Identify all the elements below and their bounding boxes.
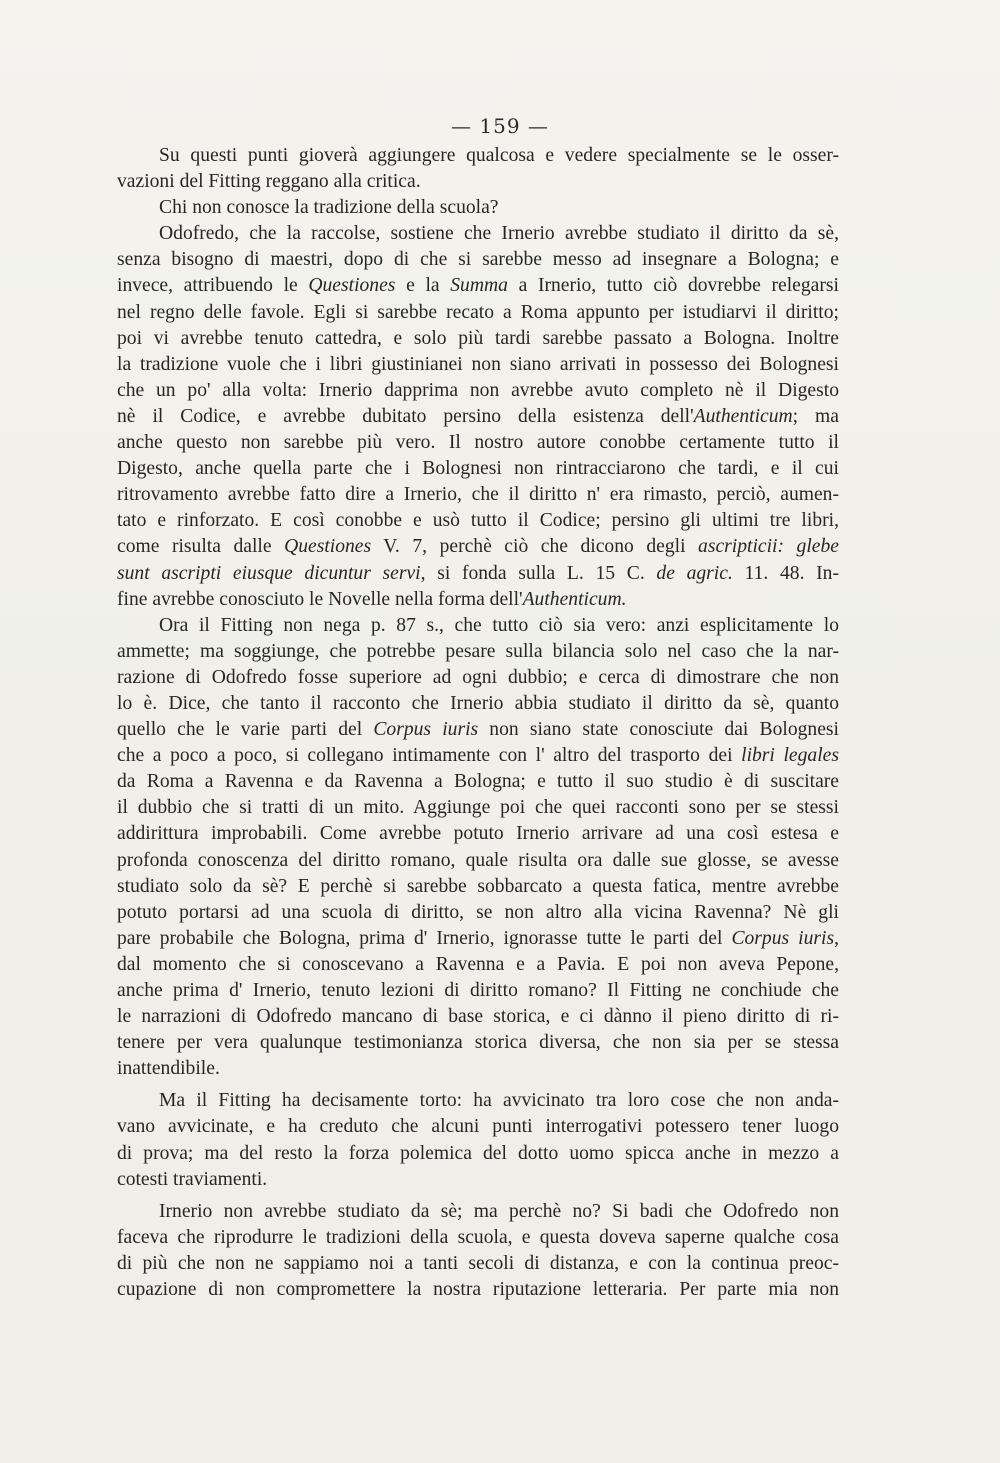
text-segment: addirittura improbabili. Come avrebbe potuto Irnerio arrivare ad una così estesa e: [117, 823, 839, 845]
text-line: [117, 639, 839, 665]
page-number: — 159 —: [451, 114, 549, 138]
text-line: [117, 926, 839, 952]
text-line: [117, 1141, 839, 1167]
text-segment: ritrovamento avrebbe fatto dire a Irnerio, che il diritto n' era rimasto, perciò, aumen-: [117, 484, 839, 506]
text-segment: pare probabile che Bologna, prima d' Irnerio, ignorasse tutte le parti del: [117, 927, 732, 949]
text-line: [117, 691, 839, 717]
text-line: [117, 795, 839, 821]
text-line: [117, 848, 839, 874]
text-segment: di più che non ne sappiamo noi a tanti secoli di distanza, e con la continua preoc-: [117, 1252, 839, 1274]
italic-text: libri legales: [741, 745, 839, 767]
text-segment: cotesti traviamenti.: [117, 1168, 268, 1190]
italic-text: Questiones: [284, 536, 372, 558]
text-line: [117, 1056, 839, 1082]
text-segment: tato e rinforzato. E così conobbe e usò tutto il Codice; persino gli ultimi tre libri,: [117, 510, 839, 532]
text-segment: a Irnerio, tutto ciò dovrebbe relegarsi: [507, 275, 839, 297]
text-segment: fine avrebbe conosciuto le Novelle nella forma dell': [117, 588, 523, 610]
text-segment: Odofredo, che la raccolse, sostiene che Irnerio avrebbe studiato il diritto da sè,: [159, 223, 839, 245]
text-segment: nel regno delle favole. Egli si sarebbe recato a Roma appunto per istudiarvi il diritto;: [117, 301, 839, 323]
text-line: [117, 874, 839, 900]
text-segment: anche prima d' Irnerio, tenuto lezioni di diritto romano? Il Fitting ne conchiude che: [117, 980, 839, 1001]
text-line: [117, 195, 839, 221]
text-line: [117, 1088, 839, 1114]
italic-text: Corpus iuris: [731, 927, 835, 949]
text-line: [117, 1277, 839, 1303]
text-segment: ,: [834, 927, 839, 949]
italic-text: sunt ascripti eiusque dicuntur servi: [117, 562, 421, 584]
text-segment: potuto portarsi ad una scuola di diritto, se non altro alla vicina Ravenna? Nè gli: [117, 901, 839, 923]
text-line: [117, 587, 839, 613]
text-segment: Digesto, anche quella parte che i Bolognesi non rintracciarono che tardi, e il cui: [117, 458, 839, 480]
text-segment: ammette; ma soggiunge, che potrebbe pesare sulla bilancia solo nel caso che la nar-: [117, 640, 839, 662]
italic-text: Questiones: [308, 275, 396, 297]
italic-text: Corpus iuris: [373, 719, 479, 741]
text-line: [117, 613, 839, 639]
italic-text: Authenticum: [693, 405, 793, 427]
text-segment: le narrazioni di Odofredo mancano di base storica, e ci dànno il pieno diritto di ri-: [117, 1006, 839, 1028]
text-segment: vano avvicinate, e ha creduto che alcuni punti interrogativi potessero tener luogo: [117, 1116, 839, 1138]
text-segment: senza bisogno di maestri, dopo di che si sarebbe messo ad insegnare a Bologna; e: [117, 249, 839, 271]
text-segment: nè il Codice, e avrebbe dubitato persino della esistenza dell': [117, 405, 694, 427]
text-segment: di prova; ma del resto la forza polemica del dotto uomo spicca anche in mezzo a: [117, 1142, 839, 1164]
text-segment: , si fonda sulla L. 15 C.: [420, 562, 657, 584]
text-line: [117, 717, 839, 743]
text-line: [117, 1251, 839, 1277]
text-line: [117, 1030, 839, 1056]
text-segment: razione di Odofredo fosse superiore ad ogni dubbio; e cerca di dimostrare che non: [117, 666, 839, 688]
italic-text: Authenticum.: [522, 588, 627, 610]
text-segment: che un po' alla volta: Irnerio dapprima non avrebbe avuto completo nè il Digesto: [117, 379, 839, 401]
text-segment: Su questi punti gioverà aggiungere qualcosa e vedere specialmente se le osser-: [159, 145, 839, 166]
text-line: [117, 1199, 839, 1225]
text-segment: tenere per vera qualunque testimonianza storica diversa, che non sia per se stessa: [117, 1032, 839, 1054]
text-segment: 11. 48. In-: [732, 562, 839, 584]
text-line: [117, 665, 839, 691]
text-segment: come risulta dalle: [117, 536, 285, 558]
text-line: [117, 273, 839, 299]
text-segment: Chi non conosce la tradizione della scuola?: [159, 197, 499, 219]
text-line: [117, 326, 839, 352]
text-segment: Ora il Fitting non nega p. 87 s., che tutto ciò sia vero: anzi esplicitamente lo: [159, 614, 839, 636]
text-segment: lo è. Dice, che tanto il racconto che Irnerio abbia studiato il diritto da sè, quanto: [117, 692, 839, 714]
text-segment: e la: [395, 275, 451, 297]
text-segment: poi vi avrebbe tenuto cattedra, e solo più tardi sarebbe passato a Bologna. Inoltre: [117, 327, 839, 349]
body-text: [117, 143, 839, 1303]
text-line: [117, 978, 839, 1004]
text-line: [117, 352, 839, 378]
text-segment: cupazione di non compromettere la nostra riputazione letteraria. Per parte mia non: [117, 1279, 839, 1301]
text-segment: vazioni del Fitting reggano alla critica.: [117, 171, 421, 193]
text-line: [117, 221, 839, 247]
italic-text: ascripticii: glebe: [698, 536, 839, 558]
text-segment: ; ma: [792, 405, 839, 427]
text-segment: che a poco a poco, si collegano intimamente con l' altro del trasporto dei: [117, 745, 742, 767]
text-line: [117, 561, 839, 587]
text-line: [117, 769, 839, 795]
text-line: [117, 404, 839, 430]
text-line: [117, 534, 839, 560]
italic-text: Summa: [450, 275, 508, 297]
text-line: [117, 247, 839, 273]
text-line: [117, 143, 839, 169]
text-line: [117, 1167, 839, 1193]
text-segment: inattendibile.: [117, 1058, 220, 1080]
text-segment: dal momento che si conoscevano a Ravenna e a Pavia. E poi non aveva Pepone,: [117, 953, 839, 975]
text-line: [117, 508, 839, 534]
text-segment: non siano state conosciute dai Bolognesi: [478, 719, 839, 741]
text-line: [117, 456, 839, 482]
text-segment: la tradizione vuole che i libri giustinianei non siano arrivati in possesso dei Bolognesi: [117, 353, 839, 375]
text-segment: Irnerio non avrebbe studiato da sè; ma perchè no? Si badi che Odofredo non: [159, 1200, 839, 1222]
text-segment: da Roma a Ravenna e da Ravenna a Bologna; e tutto il suo studio è di suscitare: [117, 771, 839, 793]
text-line: [117, 900, 839, 926]
text-line: [117, 1225, 839, 1251]
text-segment: profonda conoscenza del diritto romano, quale risulta ora dalle sue glosse, se avesse: [117, 849, 839, 871]
text-segment: studiato solo da sè? E perchè si sarebbe sobbarcato a questa fatica, mentre avrebbe: [117, 875, 839, 897]
text-segment: anche questo non sarebbe più vero. Il nostro autore conobbe certamente tutto il: [117, 432, 839, 454]
text-line: [117, 482, 839, 508]
text-segment: faceva che riprodurre le tradizioni della scuola, e questa doveva saperne qualche cosa: [117, 1226, 839, 1248]
text-line: [117, 952, 839, 978]
text-line: [117, 1114, 839, 1140]
text-line: [117, 378, 839, 404]
text-line: [117, 300, 839, 326]
italic-text: de agric.: [656, 562, 733, 584]
text-line: [117, 821, 839, 847]
text-line: [117, 169, 839, 195]
text-segment: Ma il Fitting ha decisamente torto: ha avvicinato tra loro cose che non anda-: [159, 1090, 839, 1112]
text-segment: il dubbio che si tratti di un mito. Aggiunge poi che quei racconti sono per se stessi: [117, 797, 839, 819]
text-line: [117, 1004, 839, 1030]
text-segment: V. 7, perchè ciò che dicono degli: [371, 536, 699, 558]
text-line: [117, 430, 839, 456]
text-segment: quello che le varie parti del: [117, 719, 374, 741]
text-line: [117, 743, 839, 769]
text-segment: invece, attribuendo le: [117, 275, 309, 297]
